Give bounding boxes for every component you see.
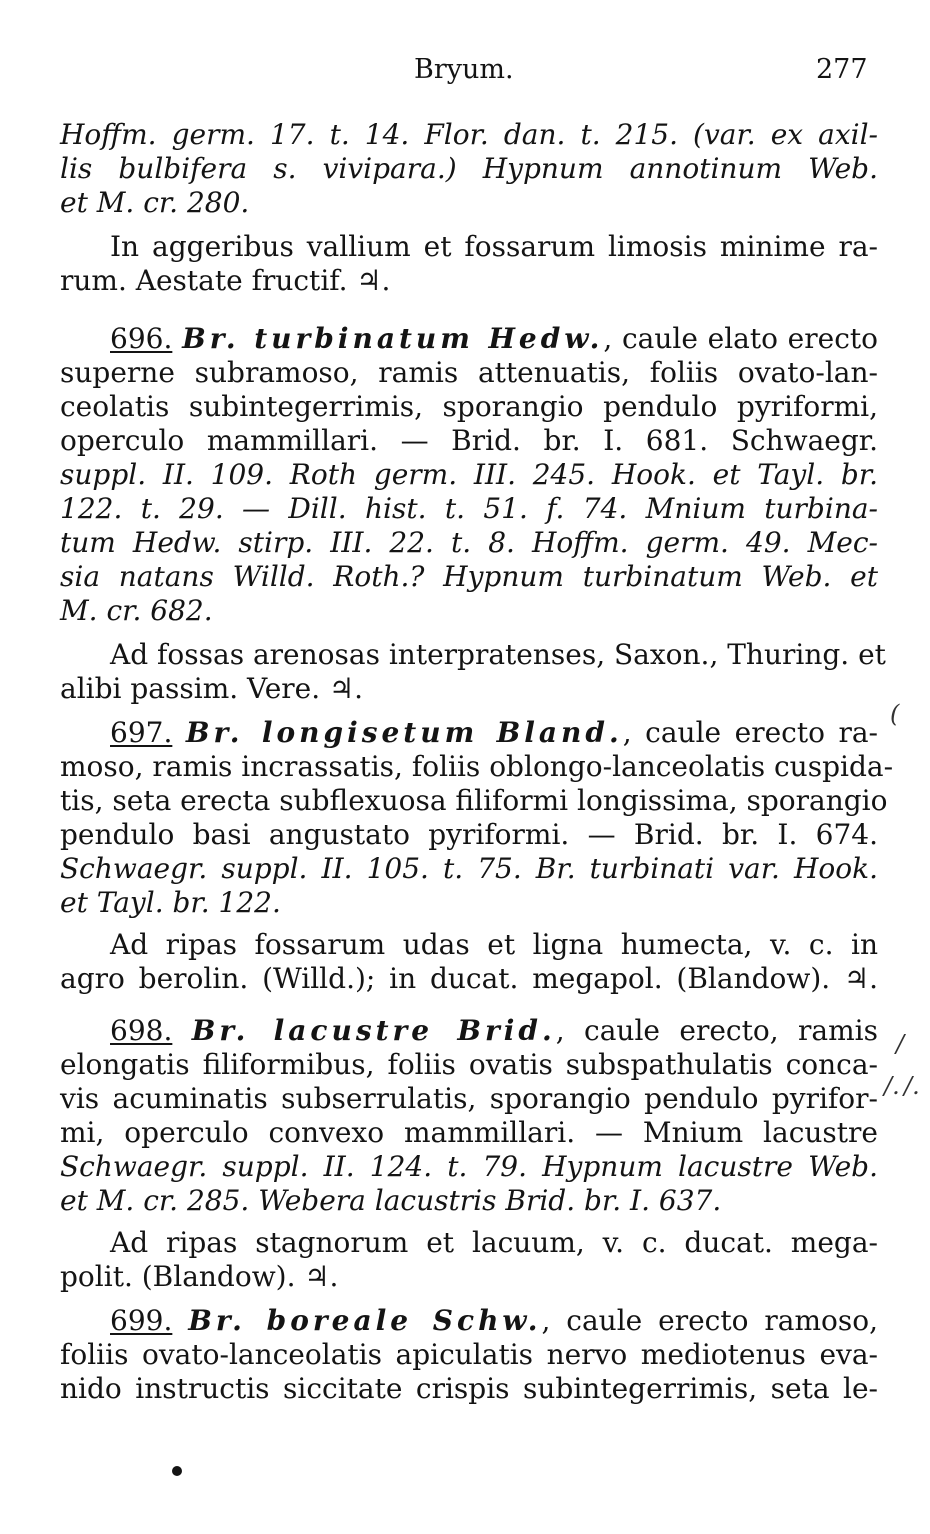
- text-line: ceolatis subintegerrimis, sporangio pendulo pyriformi,: [60, 390, 878, 423]
- text-line: Schwaegr. suppl. II. 105. t. 75. Br. turbinati var. Hook.: [60, 852, 878, 885]
- habitat-line: In aggeribus vallium et fossarum limosis minime ra-: [110, 230, 878, 263]
- habitat-line: polit. (Blandow). ♃.: [60, 1260, 339, 1293]
- text-line: 122. t. 29. — Dill. hist. t. 51. f. 74. Mnium turbina-: [60, 492, 878, 525]
- text-line: vis acuminatis subserrulatis, sporangio pendulo pyrifor-: [60, 1082, 878, 1115]
- ink-dot: [172, 1466, 182, 1476]
- text-line: nido instructis siccitate crispis subintegerrimis, seta le-: [60, 1372, 878, 1405]
- entry-698-first-line: 698. Br. lacustre Brid., caule erecto, ramis: [110, 1014, 878, 1047]
- habitat-line: rum. Aestate fructif. ♃.: [60, 264, 391, 297]
- entry-696-first-line: 696. Br. turbinatum Hedw., caule elato erecto: [110, 322, 878, 355]
- margin-note: /.: [904, 1072, 920, 1100]
- text-line: Hoffm. germ. 17. t. 14. Flor. dan. t. 215. (var. ex axil-: [60, 118, 878, 151]
- text-line: superne subramoso, ramis attenuatis, foliis ovato-lan-: [60, 356, 878, 389]
- text-line: pendulo basi angustato pyriformi. — Brid. br. I. 674.: [60, 818, 878, 851]
- text-line: foliis ovato-lanceolatis apiculatis nervo mediotenus eva-: [60, 1338, 878, 1371]
- text-line: et M. cr. 280.: [60, 186, 250, 219]
- habitat-line: Ad fossas arenosas interpratenses, Saxon., Thuring. et: [110, 638, 886, 671]
- entry-number: 697.: [110, 716, 173, 749]
- species-name: Br. lacustre Brid.: [191, 1014, 556, 1047]
- species-name: Br. boreale Schw.: [188, 1304, 542, 1337]
- margin-note: /.: [884, 1072, 900, 1100]
- habitat-line: agro berolin. (Willd.); in ducat. megapol. (Blandow). ♃.: [60, 962, 878, 995]
- habitat-line: Ad ripas fossarum udas et ligna humecta, v. c. in: [110, 928, 878, 961]
- page-header: [0, 54, 930, 98]
- text-line: et Tayl. br. 122.: [60, 886, 281, 919]
- text-line: lis bulbifera s. vivipara.) Hypnum annotinum Web.: [60, 152, 878, 185]
- text-line: elongatis filiformibus, foliis ovatis subspathulatis conca-: [60, 1048, 878, 1081]
- text-line: mi, operculo convexo mammillari. — Mnium lacustre: [60, 1116, 878, 1149]
- text-line: sia natans Willd. Roth.? Hypnum turbinatum Web. et: [60, 560, 878, 593]
- species-name: Br. turbinatum Hedw.: [182, 322, 604, 355]
- habitat-line: alibi passim. Vere. ♃.: [60, 672, 364, 705]
- entry-699-first-line: 699. Br. boreale Schw., caule erecto ramoso,: [110, 1304, 879, 1337]
- entry-number: 699.: [110, 1304, 173, 1337]
- habitat-line: Ad ripas stagnorum et lacuum, v. c. ducat. mega-: [110, 1226, 878, 1259]
- text-line: tis, seta erecta subflexuosa filiformi longissima, sporangio: [60, 784, 888, 817]
- text-line: tum Hedw. stirp. III. 22. t. 8. Hoffm. germ. 49. Mec-: [60, 526, 878, 559]
- text-line: moso, ramis incrassatis, foliis oblongo-lanceolatis cuspida-: [60, 750, 894, 783]
- text-line: suppl. II. 109. Roth germ. III. 245. Hook. et Tayl. br.: [60, 458, 878, 491]
- running-title: Bryum.: [414, 54, 514, 85]
- entry-number: 698.: [110, 1014, 173, 1047]
- entry-number: 696.: [110, 322, 173, 355]
- page-number: 277: [816, 54, 868, 85]
- margin-note: (: [890, 700, 900, 728]
- entry-697-first-line: 697. Br. longisetum Bland., caule erecto ra-: [110, 716, 878, 749]
- text-line: operculo mammillari. — Brid. br. I. 681. Schwaegr.: [60, 424, 878, 457]
- text-line: et M. cr. 285. Webera lacustris Brid. br. I. 637.: [60, 1184, 722, 1217]
- margin-note: /: [896, 1030, 905, 1058]
- text-line: M. cr. 682.: [60, 594, 213, 627]
- species-name: Br. longisetum Bland.: [185, 716, 623, 749]
- text-line: Schwaegr. suppl. II. 124. t. 79. Hypnum lacustre Web.: [60, 1150, 878, 1183]
